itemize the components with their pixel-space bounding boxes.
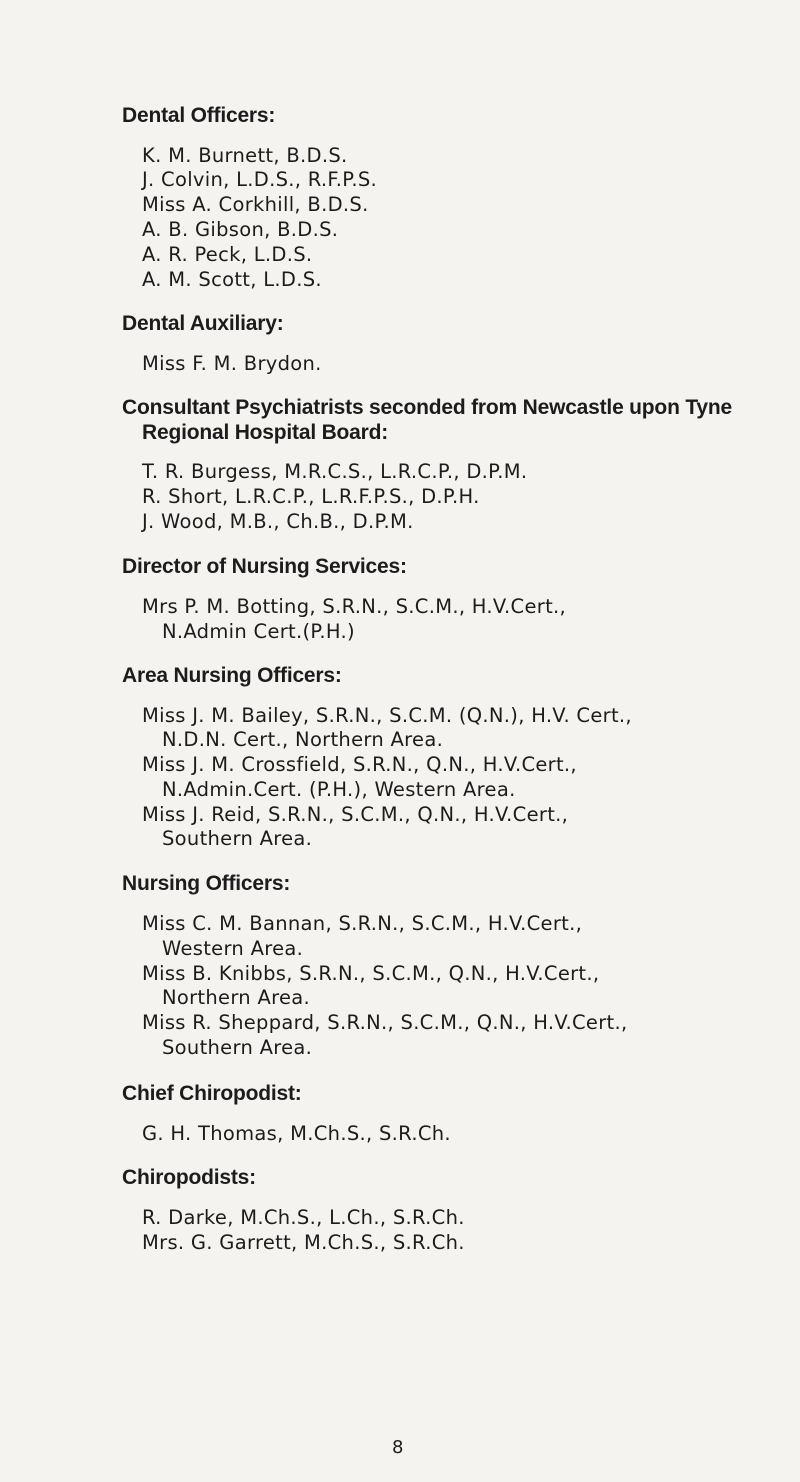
area-nursing-officer-line: N.Admin.Cert. (P.H.), Western Area. [162, 778, 516, 801]
nursing-officer-line: Miss R. Sheppard, S.R.N., S.C.M., Q.N., H.V.Cert., [142, 1011, 628, 1034]
dental-officer-line: Miss A. Corkhill, B.D.S. [142, 193, 369, 216]
nursing-officer-line: Southern Area. [162, 1036, 313, 1059]
dental-officer-line: K. M. Burnett, B.D.S. [142, 144, 348, 167]
director-line: Mrs P. M. Botting, S.R.N., S.C.M., H.V.Cert., [142, 595, 567, 618]
page-number: 8 [392, 1437, 404, 1458]
heading-dental-auxiliary: Dental Auxiliary: [122, 312, 284, 335]
chief-chiropodist-line: G. H. Thomas, M.Ch.S., S.R.Ch. [142, 1122, 451, 1145]
dental-officer-line: A. M. Scott, L.D.S. [142, 268, 322, 291]
dental-officer-line: J. Colvin, L.D.S., R.F.P.S. [142, 168, 378, 191]
heading-consultant-psychiatrists: Consultant Psychiatrists seconded from Newcastle upon Tyne [122, 396, 732, 419]
nursing-officer-line: Western Area. [162, 937, 304, 960]
psychiatrist-line: R. Short, L.R.C.P., L.R.F.P.S., D.P.H. [142, 485, 480, 508]
heading-area-nursing-officers: Area Nursing Officers: [122, 664, 342, 687]
nursing-officer-line: Miss C. M. Bannan, S.R.N., S.C.M., H.V.Cert., [142, 912, 583, 935]
area-nursing-officer-line: N.D.N. Cert., Northern Area. [162, 728, 444, 751]
director-line: N.Admin Cert.(P.H.) [162, 620, 355, 643]
heading-director-of-nursing: Director of Nursing Services: [122, 555, 407, 578]
dental-auxiliary-line: Miss F. M. Brydon. [142, 352, 322, 375]
nursing-officer-line: Miss B. Knibbs, S.R.N., S.C.M., Q.N., H.V.Cert., [142, 962, 600, 985]
nursing-officer-line: Northern Area. [162, 986, 311, 1009]
heading-chief-chiropodist: Chief Chiropodist: [122, 1082, 302, 1105]
chiropodist-line: R. Darke, M.Ch.S., L.Ch., S.R.Ch. [142, 1206, 465, 1229]
dental-officer-line: A. B. Gibson, B.D.S. [142, 218, 339, 241]
heading-chiropodists: Chiropodists: [122, 1166, 256, 1189]
heading-nursing-officers: Nursing Officers: [122, 872, 291, 895]
area-nursing-officer-line: Southern Area. [162, 827, 313, 850]
chiropodist-line: Mrs. G. Garrett, M.Ch.S., S.R.Ch. [142, 1231, 465, 1254]
dental-officer-line: A. R. Peck, L.D.S. [142, 243, 313, 266]
psychiatrist-line: J. Wood, M.B., Ch.B., D.P.M. [142, 510, 414, 533]
area-nursing-officer-line: Miss J. Reid, S.R.N., S.C.M., Q.N., H.V.Cert., [142, 803, 569, 826]
heading-dental-officers: Dental Officers: [122, 104, 276, 127]
heading-consultant-psychiatrists-cont: Regional Hospital Board: [142, 421, 389, 444]
area-nursing-officer-line: Miss J. M. Crossfield, S.R.N., Q.N., H.V.Cert., [142, 753, 577, 776]
area-nursing-officer-line: Miss J. M. Bailey, S.R.N., S.C.M. (Q.N.), H.V. Cert., [142, 704, 632, 727]
psychiatrist-line: T. R. Burgess, M.R.C.S., L.R.C.P., D.P.M. [142, 460, 528, 483]
